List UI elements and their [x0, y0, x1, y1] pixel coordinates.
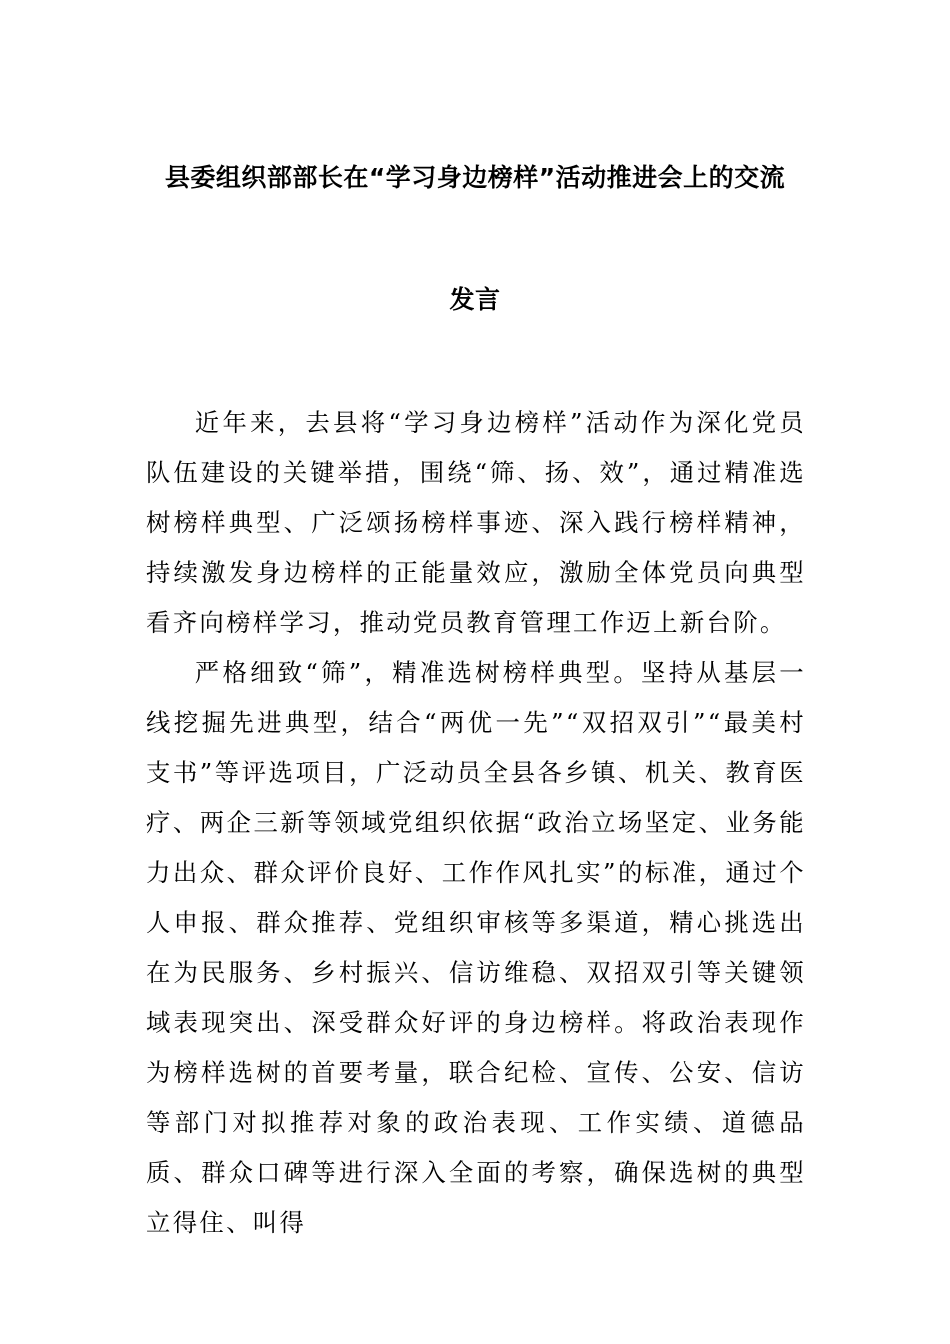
document-title-line-1: 县委组织部部长在“学习身边榜样”活动推进会上的交流 [164, 163, 786, 192]
document-title-line-2: 发言 [449, 285, 501, 314]
paragraph-screening: 严格细致“筛”，精准选树榜样典型。坚持从基层一线挖掘先进典型，结合“两优一先”“双招双引”“最美村支书”等评选项目，广泛动员全县各乡镇、机关、教育医疗、两企三新等领域党组织依据“政治立场坚定、业务能力出众、群众评价良好、工作作风扎实”的标准，通过个人申报、群众推荐、党组织审核等多渠道，精心挑选出在为民服务、乡村振兴、信访维稳、双招双引等关键领域表现突出、深受群众好评的身边榜样。将政治表现作为榜样选树的首要考量，联合纪检、宣传、公安、信访等部门对拟推荐对象的政治表现、工作实绩、道德品质、群众口碑等进行深入全面的考察，确保选树的典型立得住、叫得 [146, 658, 806, 1237]
document-body [146, 398, 806, 1248]
paragraph-intro: 近年来，去县将“学习身边榜样”活动作为深化党员队伍建设的关键举措，围绕“筛、扬、效”，通过精准选树榜样典型、广泛颂扬榜样事迹、深入践行榜样精神，持续激发身边榜样的正能量效应，激励全体党员向典型看齐向榜样学习，推动党员教育管理工作迈上新台阶。 [146, 408, 806, 637]
